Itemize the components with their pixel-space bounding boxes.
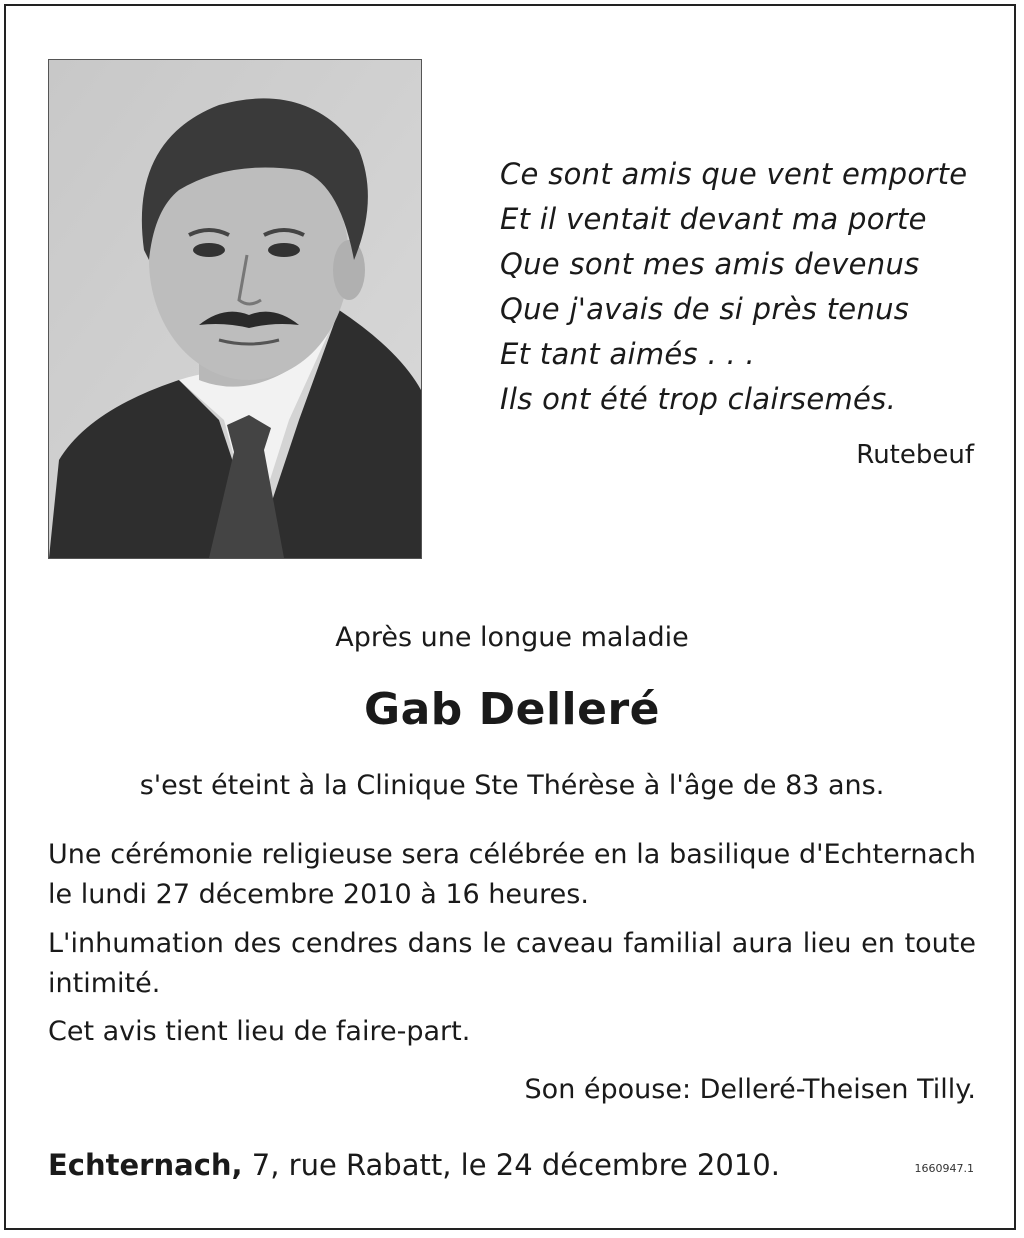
poem-line: Ce sont amis que vent emporte bbox=[500, 157, 968, 191]
place-name: Echternach, bbox=[48, 1148, 243, 1182]
poem-line: Ils ont été trop clairsemés. bbox=[500, 382, 897, 416]
place-date bbox=[48, 1148, 780, 1182]
intro-text: Après une longue maladie bbox=[335, 622, 689, 653]
signature: Son épouse: Delleré-Theisen Tilly. bbox=[524, 1074, 976, 1105]
poem bbox=[500, 152, 980, 422]
death-statement: s'est éteint à la Clinique Ste Thérèse à l'âge de 83 ans. bbox=[139, 770, 885, 801]
ceremony-paragraph: Une cérémonie religieuse sera célébrée en la basilique d'Echternach le lundi 27 décembre 2010 à 16 heures. bbox=[48, 839, 976, 910]
poem-author: Rutebeuf bbox=[856, 440, 974, 470]
deceased-name: Gab Delleré bbox=[363, 684, 661, 735]
poem-line: Et tant aimés . . . bbox=[500, 337, 756, 371]
poem-line: Et il ventait devant ma porte bbox=[500, 202, 927, 236]
poem-line: Que j'avais de si près tenus bbox=[500, 292, 910, 326]
address-date: 7, rue Rabatt, le 24 décembre 2010. bbox=[242, 1148, 780, 1182]
reference-number: 1660947.1 bbox=[914, 1162, 974, 1175]
portrait-photo-icon bbox=[49, 60, 421, 558]
announcement-paragraph: Cet avis tient lieu de faire-part. bbox=[48, 1016, 471, 1047]
poem-line: Que sont mes amis devenus bbox=[500, 247, 920, 281]
burial-paragraph: L'inhumation des cendres dans le caveau familial aura lieu en toute intimité. bbox=[48, 928, 976, 999]
portrait-photo bbox=[48, 59, 422, 559]
